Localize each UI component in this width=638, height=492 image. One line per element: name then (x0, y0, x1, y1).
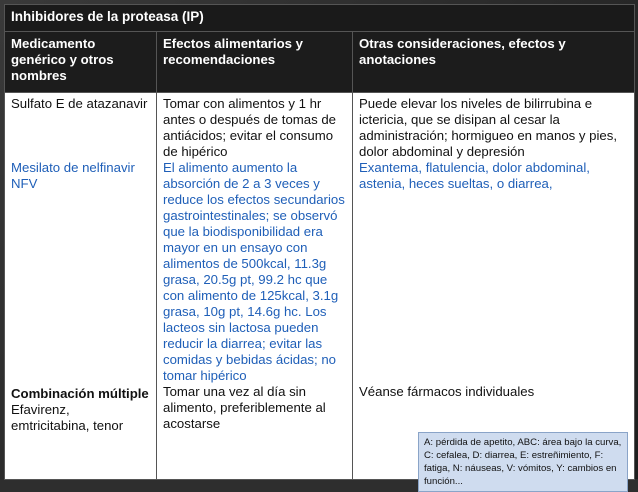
table-sheet (4, 4, 634, 479)
drug-nelfinavir-abbr: NFV (11, 176, 38, 191)
header-drug-name: Medicamento genérico y otros nombres (5, 32, 157, 93)
table-title: Inhibidores de la proteasa (IP) (5, 5, 635, 32)
food-effect-atazanavir: Tomar con alimentos y 1 hr antes o después de tomas de antiácidos; evitar el consumo de hipérico (163, 96, 337, 159)
drug-name-cell (5, 93, 157, 480)
consideration-atazanavir: Puede elevar los niveles de bilirrubina e ictericia, que se disipan al cesar la administración; hormigueo en manos y pies, dolor abdominal y depresión (359, 96, 618, 159)
table-row (5, 93, 635, 480)
protease-inhibitor-table (4, 4, 635, 480)
drug-atazanavir: Sulfato E de atazanavir (11, 96, 148, 111)
drug-combination-names: Efavirenz, emtricitabina, tenor (11, 402, 124, 433)
header-food-effects: Efectos alimentarios y recomendaciones (157, 32, 353, 93)
abbreviations-footnote: A: pérdida de apetito, ABC: área bajo la curva, C: cefalea, D: diarrea, E: estreñimiento, F: fatiga, N: náuseas, V: vómitos, Y: cambios en función... (418, 432, 628, 492)
consideration-nelfinavir: Exantema, flatulencia, dolor abdominal, astenia, heces sueltas, o diarrea, (359, 160, 590, 191)
drug-combination-label: Combinación múltiple (11, 386, 149, 401)
food-effects-cell (157, 93, 353, 480)
food-effect-combination: Tomar una vez al día sin alimento, preferiblemente al acostarse (163, 384, 326, 431)
drug-nelfinavir: Mesilato de nelfinavir (11, 160, 135, 175)
table-header-row (5, 32, 635, 93)
consideration-combination: Véanse fármacos individuales (359, 384, 535, 399)
header-other-considerations: Otras consideraciones, efectos y anotaciones (353, 32, 635, 93)
table-title-row (5, 5, 635, 32)
other-considerations-cell (353, 93, 635, 480)
food-effect-nelfinavir: El alimento aumento la absorción de 2 a 3 veces y reduce los efectos secundarios gastrointestinales; se observó que la biodisponibilidad era mayor en un ensayo con alimentos de 500kcal, 11.3g grasa, 20.5g pt, 99.2 hc que con alimento de 125kcal, 3.1g grasa, 10g pt, 14.6g hc. Los lacteos sin lactosa pueden reducir la diarrea; evitar las comidas y bebidas ácidas; no tomar hipérico (163, 160, 345, 383)
